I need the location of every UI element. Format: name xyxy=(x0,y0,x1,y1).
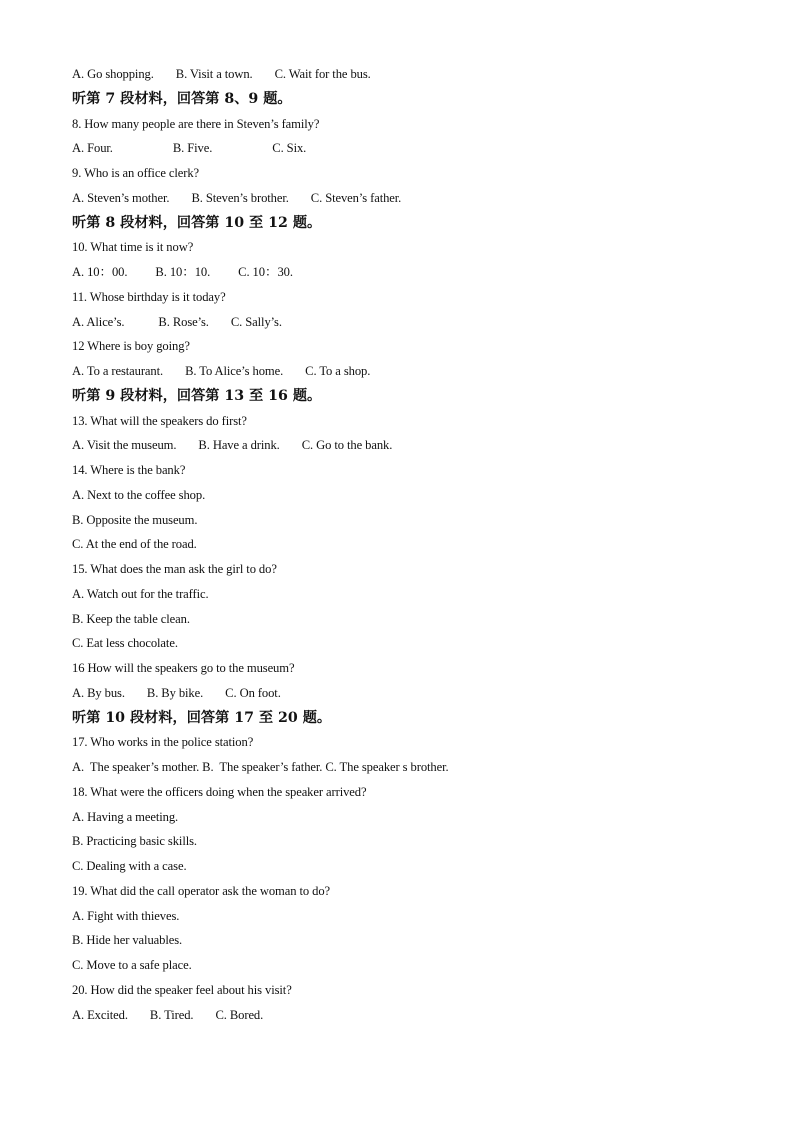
answer-option: C. To a shop. xyxy=(305,364,371,378)
answer-options xyxy=(72,433,762,458)
answer-option-line: A. The speaker’s mother. B. The speaker’s father. C. The speaker s brother. xyxy=(72,760,449,774)
answer-option: C. On foot. xyxy=(225,685,281,700)
answer-option-line: B. Practicing basic skills. xyxy=(72,834,197,849)
question-text: 20. How did the speaker feel about his visit? xyxy=(72,982,292,997)
question-text: 14. Where is the bank? xyxy=(72,463,186,477)
section-heading: 听第 8 段材料，回答第 10 至 12 题。 xyxy=(72,214,322,231)
question-text: 17. Who works in the police station? xyxy=(72,735,254,750)
answer-option: C. Steven’s father. xyxy=(310,190,402,205)
answer-option-line: B. Opposite the museum. xyxy=(72,512,198,527)
answer-option: C. Go to the bank. xyxy=(301,438,393,453)
answer-option: A. Excited. xyxy=(72,1007,128,1022)
answer-option: A. To a restaurant. xyxy=(72,364,164,378)
answer-option: A. Four. xyxy=(72,141,113,156)
answer-option: C. 10：30. xyxy=(238,265,293,279)
answer-option: C. Wait for the bus. xyxy=(274,67,371,81)
question-text: 13. What will the speakers do first? xyxy=(72,413,247,428)
answer-option-line: A. Fight with thieves. xyxy=(72,908,180,923)
answer-option: A. Alice’s. xyxy=(72,314,125,329)
answer-option: A. Steven’s mother. xyxy=(72,190,170,205)
question-text: 16 How will the speakers go to the museum? xyxy=(72,661,295,675)
question-text: 11. Whose birthday is it today? xyxy=(72,289,226,304)
answer-options xyxy=(72,310,762,335)
answer-option-line: B. Hide her valuables. xyxy=(72,933,183,948)
answer-options xyxy=(72,186,762,211)
answer-option: B. Visit a town. xyxy=(175,67,253,81)
answer-option-line: C. Eat less chocolate. xyxy=(72,636,178,651)
question-text: 12 Where is boy going? xyxy=(72,339,190,354)
section-heading: 听第 9 段材料，回答第 13 至 16 题。 xyxy=(72,387,322,404)
answer-option: B. Five. xyxy=(172,141,213,156)
answer-option-line: C. Move to a safe place. xyxy=(72,958,192,972)
answer-options xyxy=(72,136,762,161)
answer-option: B. To Alice’s home. xyxy=(185,364,284,378)
question-text: 18. What were the officers doing when the speaker arrived? xyxy=(72,784,367,799)
answer-options xyxy=(72,62,762,87)
answer-option: B. Steven’s brother. xyxy=(191,190,289,205)
answer-options xyxy=(72,681,762,706)
answer-options xyxy=(72,1003,762,1028)
question-text: 9. Who is an office clerk? xyxy=(72,166,200,180)
answer-option: C. Sally’s. xyxy=(230,314,282,329)
answer-option: B. By bike. xyxy=(146,685,204,700)
document-page xyxy=(72,62,762,1027)
question-text: 15. What does the man ask the girl to do? xyxy=(72,562,277,576)
answer-option-line: B. Keep the table clean. xyxy=(72,611,190,626)
answer-option-line: C. At the end of the road. xyxy=(72,537,197,552)
answer-option: A. Visit the museum. xyxy=(72,438,177,453)
answer-option-line: C. Dealing with a case. xyxy=(72,859,187,873)
section-heading: 听第 10 段材料，回答第 17 至 20 题。 xyxy=(72,709,332,726)
question-text: 10. What time is it now? xyxy=(72,240,194,255)
question-text: 8. How many people are there in Steven’s family? xyxy=(72,116,320,131)
question-text: 19. What did the call operator ask the woman to do? xyxy=(72,883,331,898)
answer-options xyxy=(72,359,762,384)
answer-option: C. Bored. xyxy=(215,1007,264,1022)
answer-option: A. 10：00. xyxy=(72,265,128,279)
answer-option: B. 10：10. xyxy=(155,265,211,279)
answer-option: C. Six. xyxy=(272,141,307,156)
answer-option: B. Rose’s. xyxy=(158,314,209,329)
answer-option: A. Go shopping. xyxy=(72,67,154,81)
answer-option-line: A. Watch out for the traffic. xyxy=(72,586,209,601)
answer-option: B. Have a drink. xyxy=(198,438,280,453)
answer-option: B. Tired. xyxy=(149,1007,194,1022)
answer-option-line: A. Next to the coffee shop. xyxy=(72,487,206,502)
answer-options xyxy=(72,260,762,285)
section-heading: 听第 7 段材料，回答第 8、9 题。 xyxy=(72,90,292,107)
answer-option-line: A. Having a meeting. xyxy=(72,809,179,824)
answer-option: A. By bus. xyxy=(72,685,125,700)
